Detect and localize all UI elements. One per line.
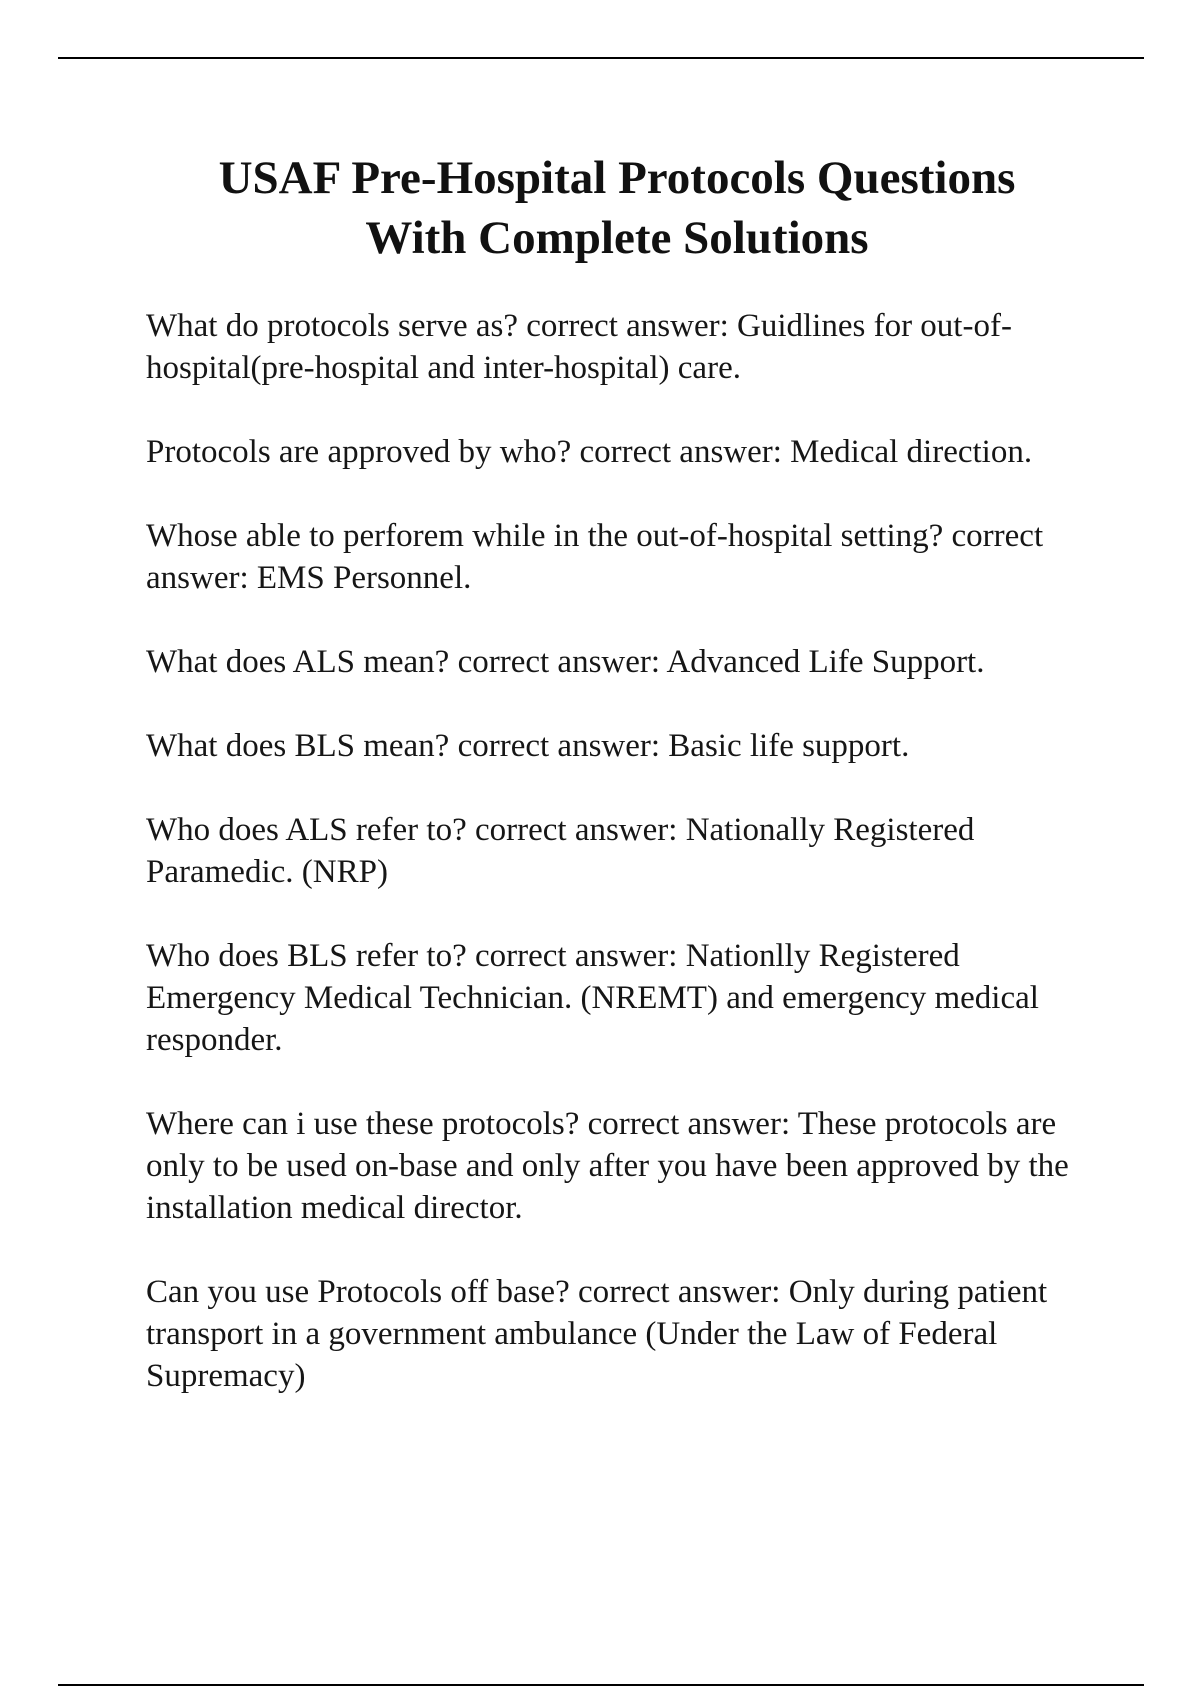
title-line-1: USAF Pre-Hospital Protocols Questions xyxy=(218,152,1016,204)
qa-item: Can you use Protocols off base? correct answer: Only during patient transport in a government ambulance (Under the Law of Federal Supremacy) xyxy=(146,1274,1048,1394)
qa-item: Protocols are approved by who? correct answer: Medical direction. xyxy=(146,434,1033,470)
bottom-divider xyxy=(58,1684,1144,1686)
title-line-2: With Complete Solutions xyxy=(365,212,869,264)
qa-item: What do protocols serve as? correct answer: Guidlines for out-of-hospital(pre-hospital and inter-hospital) care. xyxy=(146,308,1012,386)
qa-item: Where can i use these protocols? correct answer: These protocols are only to be used on-base and only after you have been approved by the installation medical director. xyxy=(146,1106,1069,1226)
top-divider xyxy=(58,57,1144,59)
qa-item: Whose able to perforem while in the out-of-hospital setting? correct answer: EMS Personnel. xyxy=(146,518,1044,596)
qa-item: What does BLS mean? correct answer: Basic life support. xyxy=(146,728,910,764)
page-title xyxy=(60,148,1174,268)
qa-item: Who does ALS refer to? correct answer: Nationally Registered Paramedic. (NRP) xyxy=(146,812,975,890)
qa-list xyxy=(146,305,1086,1439)
qa-item: Who does BLS refer to? correct answer: Nationlly Registered Emergency Medical Technician. (NREMT) and emergency medical responder. xyxy=(146,938,1039,1058)
qa-item: What does ALS mean? correct answer: Advanced Life Support. xyxy=(146,644,985,680)
